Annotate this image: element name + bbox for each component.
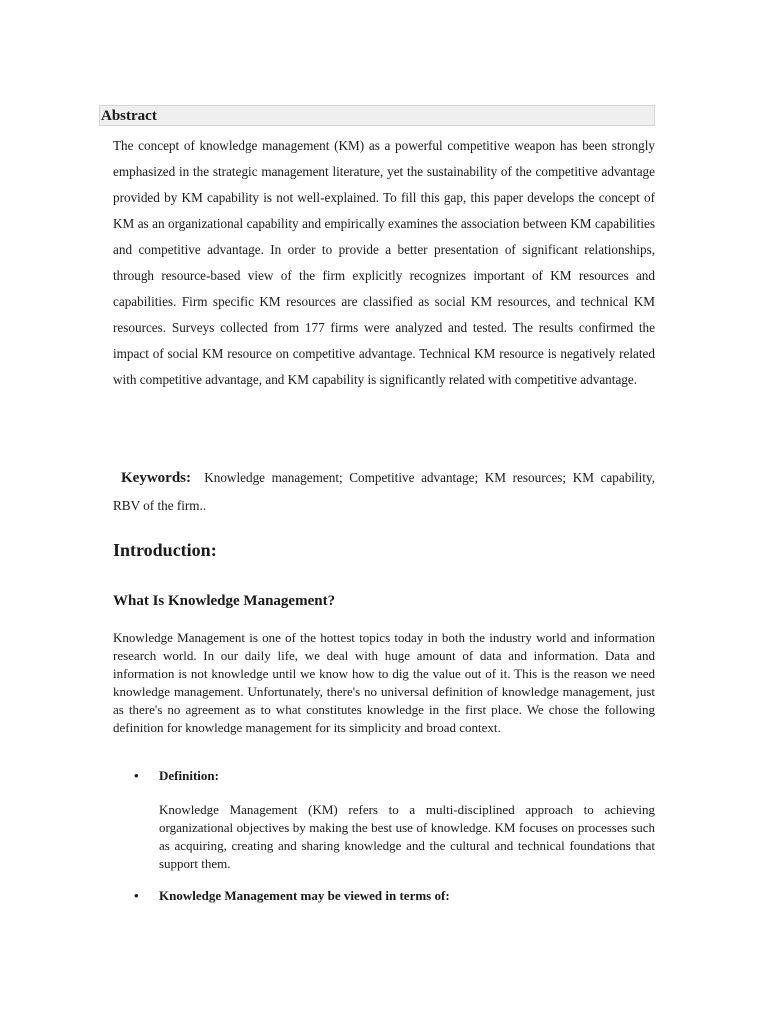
- definition-label: Definition:: [159, 768, 219, 783]
- what-is-km-heading: What Is Knowledge Management?: [113, 593, 336, 609]
- keywords-label: Keywords:: [121, 470, 191, 486]
- bullet-icon: •: [134, 768, 139, 783]
- introduction-heading: Introduction:: [113, 540, 217, 560]
- abstract-heading: Abstract: [99, 105, 655, 126]
- viewed-terms-label: Knowledge Management may be viewed in terms of:: [159, 888, 450, 903]
- introduction-body: Knowledge Management is one of the hottest topics today in both the industry world and information research world. In our daily life, we deal with huge amount of data and information. Data and information is not knowledge until we know how to dig the value out of it. This is the reason we need knowledge management. Unfortunately, there's no universal definition of knowledge management, just as there's no agreement as to what constitutes knowledge in the first place. We chose the following definition for knowledge management for its simplicity and broad context.: [113, 630, 655, 735]
- keywords-text: Knowledge management; Competitive advantage; KM resources; KM capability, RBV of the firm..: [113, 470, 655, 513]
- definition-body: Knowledge Management (KM) refers to a multi-disciplined approach to achieving organizational objectives by making the best use of knowledge. KM focuses on processes such as acquiring, creating and sharing knowledge and the cultural and technical foundations that support them.: [159, 802, 655, 871]
- bullet-icon: •: [134, 888, 139, 903]
- keywords-paragraph: [113, 464, 655, 520]
- abstract-body: The concept of knowledge management (KM) as a powerful competitive weapon has been strongly emphasized in the strategic management literature, yet the sustainability of the competitive advantage provided by KM capability is not well-explained. To fill this gap, this paper develops the concept of KM as an organizational capability and empirically examines the association between KM capabilities and competitive advantage. In order to provide a better presentation of significant relationships, through resource-based view of the firm explicitly recognizes important of KM resources and capabilities. Firm specific KM resources are classified as social KM resources, and technical KM resources. Surveys collected from 177 firms were analyzed and tested. The results confirmed the impact of social KM resource on competitive advantage. Technical KM resource is negatively related with competitive advantage, and KM capability is significantly related with competitive advantage.: [113, 138, 655, 387]
